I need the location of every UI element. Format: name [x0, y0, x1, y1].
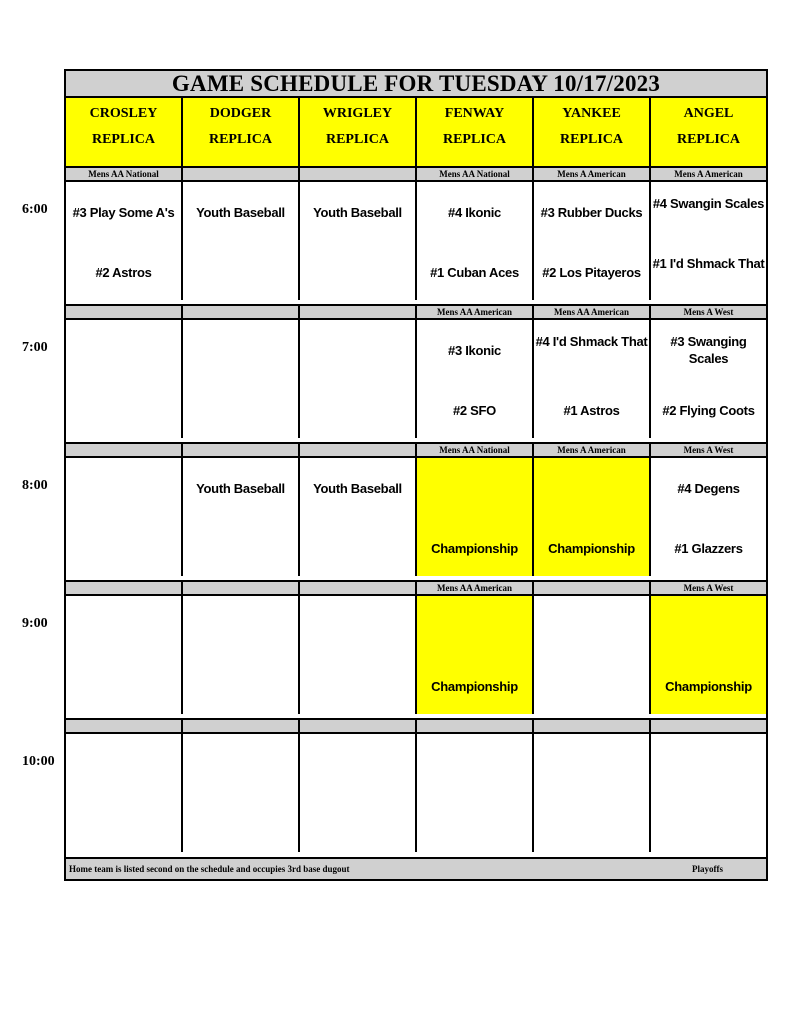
game-cell [183, 734, 300, 852]
away-team: Youth Baseball [313, 205, 402, 220]
away-team: #3 Ikonic [448, 343, 501, 358]
game-cell [651, 458, 766, 576]
division-label [66, 444, 183, 456]
home-team: #2 Los Pitayeros [542, 265, 641, 280]
field-sub: REPLICA [442, 132, 506, 147]
away-team: #3 Rubber Ducks [540, 205, 643, 220]
division-label [300, 444, 417, 456]
game-cell [651, 734, 766, 852]
game-cell [300, 458, 417, 576]
championship-label: Championship [431, 541, 518, 556]
division-label: Mens AA American [417, 306, 534, 318]
division-label [300, 582, 417, 594]
field-name: WRIGLEY [322, 106, 393, 121]
division-label: Mens A American [534, 444, 651, 456]
field-header-crosley [66, 98, 183, 166]
division-label [183, 444, 300, 456]
division-label [300, 720, 417, 732]
away-team: #4 Degens [677, 481, 740, 496]
championship-label: Championship [431, 679, 518, 694]
division-label [534, 720, 651, 732]
game-cell [534, 458, 651, 576]
game-cell [417, 182, 534, 300]
game-cell [651, 320, 766, 438]
game-cell [417, 734, 534, 852]
field-sub: REPLICA [676, 132, 740, 147]
division-label: Mens A American [674, 169, 743, 179]
home-team: #1 I'd Shmack That [652, 256, 765, 271]
field-header-fenway [417, 98, 534, 166]
field-header-dodger [183, 98, 300, 166]
division-band [66, 580, 766, 596]
game-cell [651, 182, 766, 300]
home-team: #1 Astros [563, 403, 620, 418]
division-label [534, 582, 651, 594]
game-cell [300, 734, 417, 852]
field-header-yankee [534, 98, 651, 166]
field-sub: REPLICA [208, 132, 272, 147]
game-cell [417, 458, 534, 576]
division-label: Mens A West [683, 307, 734, 317]
game-cell [534, 320, 651, 438]
division-label: Mens AA National [66, 168, 183, 180]
footer-note: Home team is listed second on the schedule and occupies 3rd base dugout [69, 864, 350, 874]
division-label: Mens A West [683, 583, 734, 593]
time-label: 8:00 [22, 478, 48, 493]
division-label [183, 306, 300, 318]
home-team: #2 SFO [453, 403, 496, 418]
division-label: Mens A West [683, 445, 734, 455]
division-label [66, 582, 183, 594]
game-cell [183, 458, 300, 576]
game-cell [183, 182, 300, 300]
division-label: Mens AA American [417, 582, 534, 594]
game-cell [300, 596, 417, 714]
championship-label: Championship [665, 679, 752, 694]
division-label: Mens A American [534, 168, 651, 180]
division-band [66, 718, 766, 734]
away-team: #4 I'd Shmack That [535, 334, 648, 349]
division-label [651, 720, 766, 732]
division-band [66, 166, 766, 182]
division-label [300, 306, 417, 318]
game-cell [66, 734, 183, 852]
game-cell [651, 596, 766, 714]
field-header-wrigley [300, 98, 417, 166]
game-cell [66, 458, 183, 576]
away-team: Youth Baseball [196, 481, 285, 496]
field-sub: REPLICA [559, 132, 623, 147]
game-cell [300, 182, 417, 300]
division-label [417, 720, 534, 732]
field-sub: REPLICA [325, 132, 389, 147]
time-label: 10:00 [22, 754, 55, 769]
division-label: Mens AA National [417, 168, 534, 180]
game-cell [417, 320, 534, 438]
footer-bar [66, 857, 766, 879]
division-label [66, 720, 183, 732]
home-team: #1 Cuban Aces [430, 265, 519, 280]
division-label [183, 168, 300, 180]
division-label [66, 306, 183, 318]
time-label: 9:00 [22, 616, 48, 631]
field-name: CROSLEY [89, 106, 158, 121]
division-band [66, 304, 766, 320]
game-cell [300, 320, 417, 438]
game-cell [183, 596, 300, 714]
away-team: #4 Swangin Scales [652, 196, 765, 211]
game-cell [534, 734, 651, 852]
championship-label: Championship [548, 541, 635, 556]
away-team: Youth Baseball [196, 205, 285, 220]
away-team: #3 Play Some A's [72, 205, 175, 220]
away-team: #3 Swanging Scales [670, 334, 747, 366]
time-label: 7:00 [22, 340, 48, 355]
schedule-table [64, 69, 768, 881]
game-cell [534, 596, 651, 714]
division-label [183, 720, 300, 732]
home-team: #2 Flying Coots [662, 403, 755, 418]
field-name: ANGEL [683, 106, 734, 121]
division-band [66, 442, 766, 458]
away-team: Youth Baseball [313, 481, 402, 496]
playoffs-label: Playoffs [692, 864, 723, 874]
game-cell [66, 596, 183, 714]
field-sub: REPLICA [91, 132, 155, 147]
division-label: Mens AA National [417, 444, 534, 456]
home-team: #1 Glazzers [674, 541, 743, 556]
field-name: YANKEE [562, 106, 621, 121]
field-name: DODGER [209, 106, 272, 121]
home-team: #2 Astros [95, 265, 152, 280]
away-team: #4 Ikonic [448, 205, 501, 220]
division-label: Mens AA American [534, 306, 651, 318]
game-cell [417, 596, 534, 714]
page-title: GAME SCHEDULE FOR TUESDAY 10/17/2023 [66, 71, 766, 98]
division-label [183, 582, 300, 594]
field-header-angel [651, 98, 766, 166]
game-cell [534, 182, 651, 300]
game-cell [66, 182, 183, 300]
division-label [300, 168, 417, 180]
game-cell [183, 320, 300, 438]
field-name: FENWAY [444, 106, 505, 121]
time-label: 6:00 [22, 202, 48, 217]
game-cell [66, 320, 183, 438]
